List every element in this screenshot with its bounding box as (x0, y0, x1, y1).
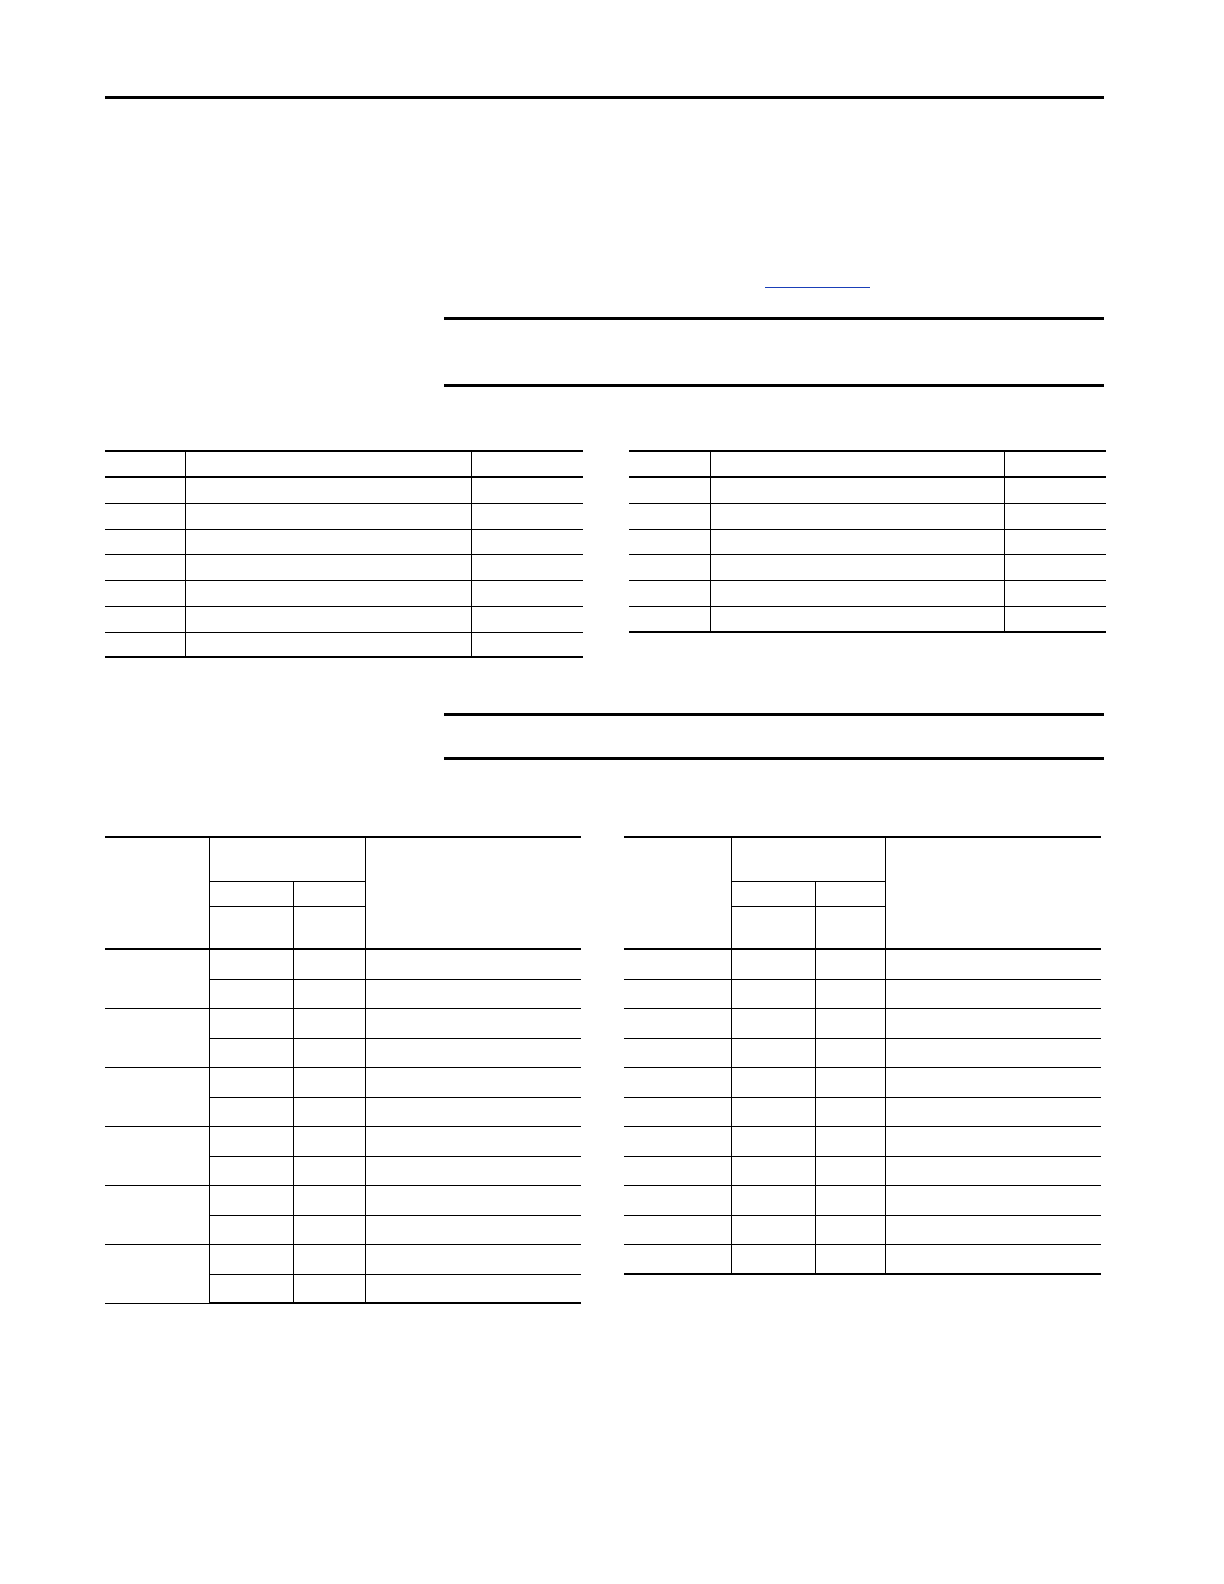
table-row (624, 1126, 1101, 1156)
table-row (105, 1126, 581, 1156)
table-a (105, 450, 583, 658)
table-row (629, 554, 1106, 580)
table-row (629, 606, 1106, 632)
table-row (624, 1038, 1101, 1067)
table-row (624, 1185, 1101, 1215)
table-row (105, 949, 581, 979)
table-c (105, 836, 581, 1304)
note-top-rule (444, 713, 1104, 716)
table-row (105, 580, 583, 606)
table-row (624, 1097, 1101, 1126)
table-row (105, 1185, 581, 1215)
table-row (105, 606, 583, 632)
table-row (105, 554, 583, 580)
table-row (105, 477, 583, 503)
table-row (624, 979, 1101, 1008)
table-row (629, 503, 1106, 529)
table-row (629, 477, 1106, 503)
table-row (624, 949, 1101, 979)
table-row (624, 1244, 1101, 1274)
table-row (624, 1215, 1101, 1244)
table-row (105, 1067, 581, 1097)
table-header-row (629, 451, 1106, 477)
note-bottom-rule (444, 757, 1104, 760)
table-header-row (105, 837, 581, 881)
table-row (105, 1008, 581, 1038)
table-row (629, 580, 1106, 606)
table-d (624, 836, 1101, 1275)
page-top-rule (105, 96, 1104, 99)
table-row (629, 529, 1106, 554)
table-row (105, 632, 583, 657)
table-row (624, 1156, 1101, 1185)
table-row (624, 1067, 1101, 1097)
table-header-row (105, 451, 583, 477)
table-row (105, 503, 583, 529)
note-top-rule (444, 317, 1104, 320)
table-header-row (624, 837, 1101, 881)
table-row (105, 529, 583, 554)
table-row (105, 1244, 581, 1274)
cross-reference-link[interactable] (765, 287, 870, 288)
table-row (624, 1008, 1101, 1038)
note-bottom-rule (444, 384, 1104, 387)
table-b (629, 450, 1106, 633)
